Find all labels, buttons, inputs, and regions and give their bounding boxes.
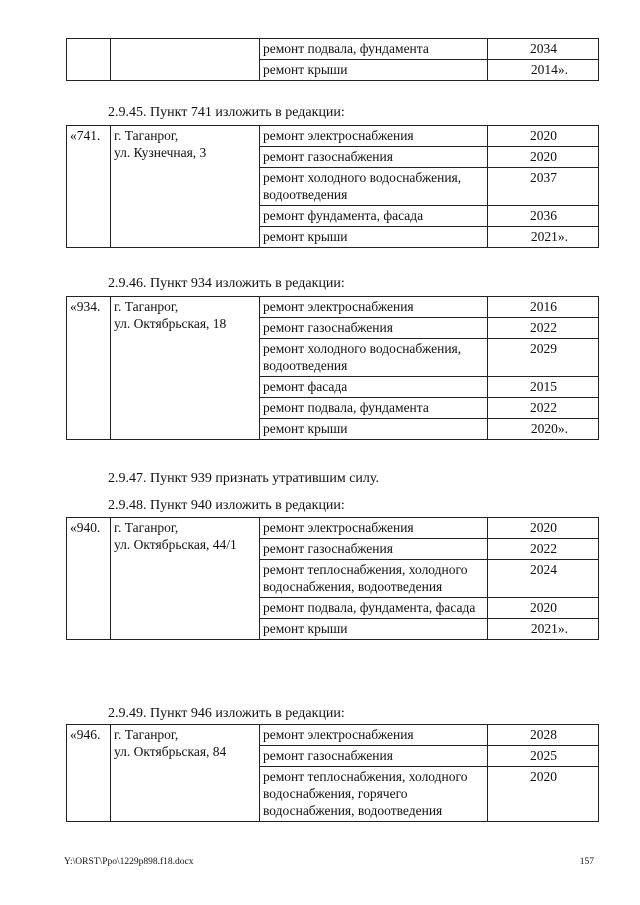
table-row bbox=[67, 39, 599, 60]
year-cell: 2020 bbox=[488, 126, 599, 147]
footer-file-path: Y:\ORST\Ppo\1229p898.f18.docx bbox=[64, 857, 194, 867]
work-cell: ремонт крыши bbox=[260, 227, 488, 248]
table-946 bbox=[66, 724, 599, 822]
year-cell: 2020 bbox=[488, 518, 599, 539]
year-cell: 2024 bbox=[488, 560, 599, 598]
work-cell: ремонт газоснабжения bbox=[260, 746, 488, 767]
num-cell: «934. bbox=[67, 297, 111, 440]
work-cell: ремонт крыши bbox=[260, 419, 488, 440]
address-cell: г. Таганрог, ул. Октябрьская, 18 bbox=[111, 297, 260, 440]
work-cell: ремонт теплоснабжения, холодного водоснабжения, горячего водоснабжения, водоотведения bbox=[260, 767, 488, 822]
work-cell: ремонт электроснабжения bbox=[260, 297, 488, 318]
table-continuation bbox=[66, 38, 599, 81]
year-cell: 2016 bbox=[488, 297, 599, 318]
year-cell: 2021». bbox=[488, 227, 599, 248]
year-cell: 2020 bbox=[488, 767, 599, 822]
table-741 bbox=[66, 125, 599, 248]
work-cell: ремонт газоснабжения bbox=[260, 147, 488, 168]
year-cell: 2037 bbox=[488, 168, 599, 206]
year-cell: 2021». bbox=[488, 619, 599, 640]
work-cell: ремонт крыши bbox=[260, 60, 488, 81]
year-cell: 2020 bbox=[488, 598, 599, 619]
num-cell bbox=[67, 39, 111, 81]
num-cell: «741. bbox=[67, 126, 111, 248]
year-cell: 2025 bbox=[488, 746, 599, 767]
year-cell: 2034 bbox=[488, 39, 599, 60]
year-cell: 2014». bbox=[488, 60, 599, 81]
work-cell: ремонт электроснабжения bbox=[260, 126, 488, 147]
work-cell: ремонт крыши bbox=[260, 619, 488, 640]
address-cell: г. Таганрог, ул. Октябрьская, 44/1 bbox=[111, 518, 260, 640]
work-cell: ремонт фасада bbox=[260, 377, 488, 398]
year-cell: 2029 bbox=[488, 339, 599, 377]
year-cell: 2022 bbox=[488, 398, 599, 419]
table-934 bbox=[66, 296, 599, 440]
table-940 bbox=[66, 517, 599, 640]
work-cell: ремонт теплоснабжения, холодного водоснабжения, водоотведения bbox=[260, 560, 488, 598]
work-cell: ремонт подвала, фундамента, фасада bbox=[260, 598, 488, 619]
table-row bbox=[67, 518, 599, 539]
year-cell: 2022 bbox=[488, 539, 599, 560]
work-cell: ремонт холодного водоснабжения, водоотведения bbox=[260, 339, 488, 377]
work-cell: ремонт подвала, фундамента bbox=[260, 398, 488, 419]
year-cell: 2020 bbox=[488, 147, 599, 168]
year-cell: 2028 bbox=[488, 725, 599, 746]
address-cell: г. Таганрог, ул. Октябрьская, 84 bbox=[111, 725, 260, 822]
section-heading: 2.9.47. Пункт 939 признать утратившим силу. bbox=[108, 471, 379, 486]
section-heading: 2.9.49. Пункт 946 изложить в редакции: bbox=[108, 706, 345, 721]
work-cell: ремонт подвала, фундамента bbox=[260, 39, 488, 60]
section-heading: 2.9.45. Пункт 741 изложить в редакции: bbox=[108, 105, 345, 120]
section-heading: 2.9.46. Пункт 934 изложить в редакции: bbox=[108, 276, 345, 291]
work-cell: ремонт холодного водоснабжения, водоотведения bbox=[260, 168, 488, 206]
work-cell: ремонт электроснабжения bbox=[260, 725, 488, 746]
num-cell: «946. bbox=[67, 725, 111, 822]
num-cell: «940. bbox=[67, 518, 111, 640]
address-cell bbox=[111, 39, 260, 81]
work-cell: ремонт фундамента, фасада bbox=[260, 206, 488, 227]
year-cell: 2020». bbox=[488, 419, 599, 440]
year-cell: 2015 bbox=[488, 377, 599, 398]
address-cell: г. Таганрог, ул. Кузнечная, 3 bbox=[111, 126, 260, 248]
table-row bbox=[67, 126, 599, 147]
work-cell: ремонт газоснабжения bbox=[260, 318, 488, 339]
footer-page-number: 157 bbox=[579, 857, 594, 867]
work-cell: ремонт электроснабжения bbox=[260, 518, 488, 539]
work-cell: ремонт газоснабжения bbox=[260, 539, 488, 560]
table-row bbox=[67, 725, 599, 746]
section-heading: 2.9.48. Пункт 940 изложить в редакции: bbox=[108, 498, 345, 513]
year-cell: 2022 bbox=[488, 318, 599, 339]
year-cell: 2036 bbox=[488, 206, 599, 227]
table-row bbox=[67, 297, 599, 318]
